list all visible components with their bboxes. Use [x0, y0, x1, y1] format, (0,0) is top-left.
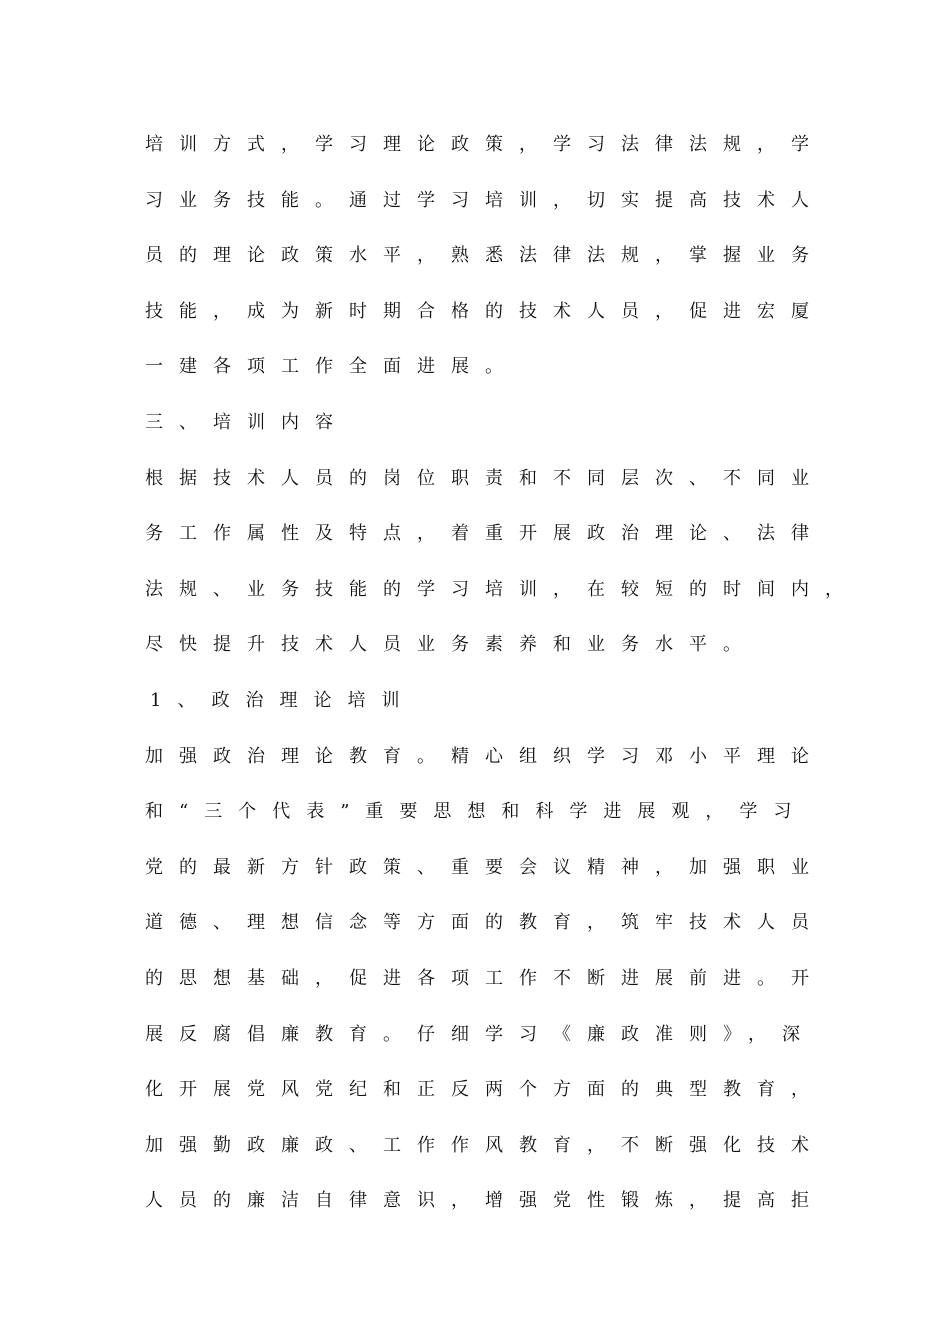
- body-text-line: 化开展党风党纪和正反两个方面的典型教育，: [145, 1079, 825, 1100]
- body-text-line: 的思想基础，促进各项工作不断进展前进。开: [145, 968, 825, 989]
- body-text-line: 一建各项工作全面进展。: [145, 356, 519, 377]
- body-text-line: 员的理论政策水平，熟悉法律法规，掌握业务: [145, 245, 825, 266]
- body-text-line: 技能，成为新时期合格的技术人员，促进宏厦: [145, 301, 825, 322]
- body-text-line: 习业务技能。通过学习培训，切实提高技术人: [145, 190, 825, 211]
- body-text-line: 展反腐倡廉教育。仔细学习《廉政准则》，深: [145, 1024, 816, 1045]
- body-text-line: 加强政治理论教育。精心组织学习邓小平理论: [145, 746, 825, 767]
- section-heading: 三、培训内容: [145, 412, 349, 433]
- body-text-line: 道德、理想信念等方面的教育，筑牢技术人员: [145, 912, 825, 933]
- body-text-line: 加强勤政廉政、工作作风教育，不断强化技术: [145, 1135, 825, 1156]
- subsection-heading: 1、政治理论培训: [150, 690, 416, 711]
- body-text-line: 法规、业务技能的学习培训，在较短的时间内，: [145, 579, 859, 600]
- body-text-line: 务工作属性及特点，着重开展政治理论、法律: [145, 523, 825, 544]
- body-text-line: 培训方式，学习理论政策，学习法律法规，学: [145, 134, 825, 155]
- body-text-line: 人员的廉洁自律意识，增强党性锻炼，提高拒: [145, 1190, 825, 1211]
- body-text-line: 根据技术人员的岗位职责和不同层次、不同业: [145, 468, 825, 489]
- body-text-line: 尽快提升技术人员业务素养和业务水平。: [145, 634, 757, 655]
- body-text-line: 和“三个代表”重要思想和科学进展观，学习: [145, 801, 808, 822]
- body-text-line: 党的最新方针政策、重要会议精神，加强职业: [145, 857, 825, 878]
